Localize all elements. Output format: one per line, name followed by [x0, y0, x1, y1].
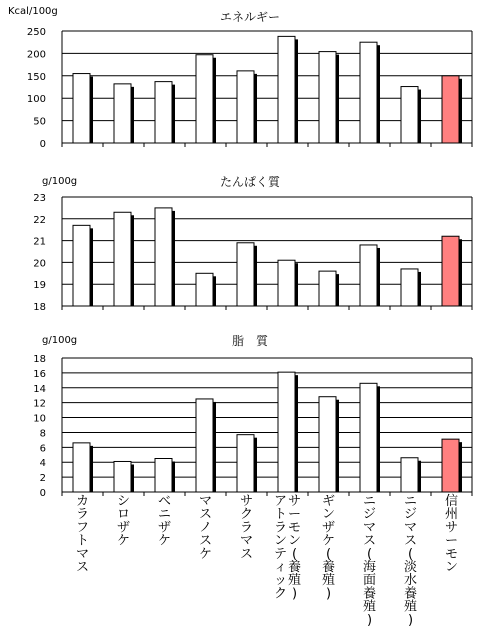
category-label-8: ニジマス(淡水養殖) — [403, 494, 418, 628]
bar-1-9 — [442, 236, 459, 306]
ytick-label-2-6: 12 — [33, 398, 46, 410]
bar-1-1 — [114, 212, 131, 306]
ytick-label-2-8: 16 — [33, 368, 46, 380]
category-label-3: マスノスケ — [198, 494, 213, 562]
category-label-2: ベニザケ — [157, 494, 172, 549]
category-label-1: シロザケ — [116, 494, 131, 549]
bar-2-8 — [401, 458, 418, 492]
panel-unit-1: g/100g — [42, 176, 78, 187]
ytick-label-2-2: 4 — [39, 458, 46, 470]
ytick-label-0-4: 200 — [26, 49, 46, 61]
bar-1-5 — [278, 260, 295, 306]
bar-0-4 — [237, 71, 254, 143]
ytick-label-0-2: 100 — [26, 94, 46, 106]
category-label-9: 信州サーモン — [444, 494, 459, 575]
ytick-label-0-5: 250 — [26, 27, 46, 38]
ytick-label-1-4: 22 — [33, 214, 46, 226]
ytick-label-1-1: 19 — [33, 280, 46, 292]
bar-2-4 — [237, 435, 254, 492]
category-label-4: サクラマス — [239, 494, 254, 562]
ytick-label-2-9: 18 — [33, 354, 46, 365]
panel-unit-0: Kcal/100g — [8, 6, 58, 17]
bar-2-1 — [114, 461, 131, 492]
bar-1-3 — [196, 273, 213, 306]
bar-1-2 — [155, 208, 172, 306]
bar-0-3 — [196, 55, 213, 143]
bar-0-2 — [155, 82, 172, 143]
bar-2-7 — [360, 383, 377, 492]
ytick-label-2-0: 0 — [39, 488, 46, 499]
panel-title-1: たんぱく質 — [219, 175, 281, 189]
ytick-label-1-0: 18 — [33, 302, 46, 313]
bar-0-1 — [114, 84, 131, 143]
bar-2-0 — [73, 443, 90, 492]
bar-2-9 — [442, 439, 459, 492]
ytick-label-0-1: 50 — [33, 116, 46, 128]
category-label-6: ギンザケ(養殖) — [321, 494, 336, 602]
bar-1-6 — [319, 271, 336, 306]
bar-0-0 — [73, 74, 90, 143]
bar-1-4 — [237, 243, 254, 306]
ytick-label-0-0: 0 — [39, 139, 46, 150]
panel-unit-2: g/100g — [42, 335, 78, 346]
bar-2-6 — [319, 397, 336, 492]
bar-0-5 — [278, 36, 295, 143]
ytick-label-0-3: 150 — [26, 71, 46, 83]
category-label-5: アトランティックサーモン(養殖) — [273, 494, 302, 602]
panel-title-0: エネルギー — [219, 10, 281, 24]
bar-1-0 — [73, 225, 90, 306]
ytick-label-2-4: 8 — [39, 428, 46, 440]
ytick-label-2-1: 2 — [39, 473, 46, 485]
panel-title-2: 脂 質 — [231, 334, 269, 348]
bar-2-3 — [196, 399, 213, 492]
bar-0-7 — [360, 42, 377, 143]
bar-1-8 — [401, 269, 418, 306]
ytick-label-1-5: 23 — [33, 193, 46, 204]
ytick-label-1-3: 21 — [33, 236, 46, 248]
bar-0-6 — [319, 52, 336, 143]
bar-0-8 — [401, 87, 418, 143]
bar-2-5 — [278, 372, 295, 492]
category-label-7: ニジマス(海面養殖) — [362, 494, 377, 628]
bar-2-2 — [155, 459, 172, 493]
ytick-label-1-2: 20 — [33, 258, 46, 270]
ytick-label-2-3: 6 — [39, 443, 46, 455]
ytick-label-2-7: 14 — [33, 383, 46, 395]
bar-1-7 — [360, 245, 377, 306]
category-label-0: カラフトマス — [75, 494, 90, 575]
ytick-label-2-5: 10 — [33, 413, 46, 425]
bar-0-9 — [442, 76, 459, 143]
